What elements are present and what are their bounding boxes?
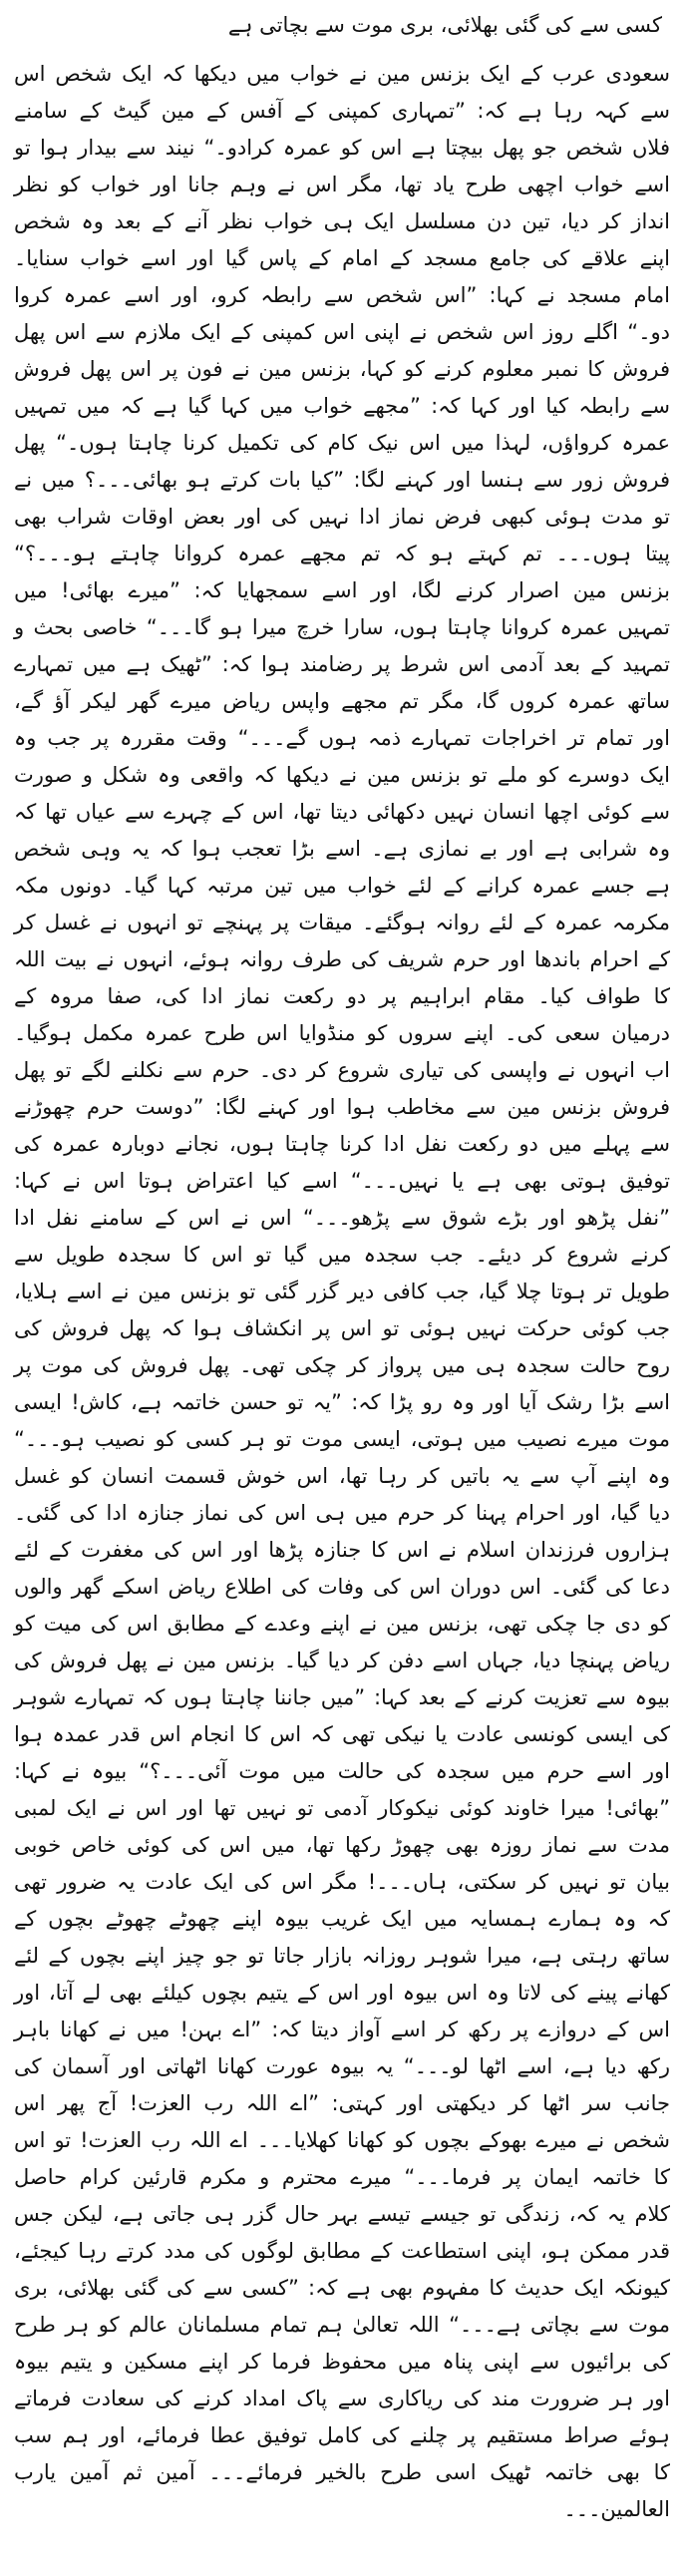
article-body: سعودی عرب کے ایک بزنس مین نے خواب میں دیکھا کہ ایک شخص اس سے کہہ رہا ہے کہ: ”تمہاری کمپنی کے آفس کے مین گیٹ کے سامنے فلاں شخص جو پھل بیچتا ہے اس کو عمرہ کرادو۔“ نیند سے بیدار ہوا تو اسے خواب اچھی طرح یاد تھا، مگر اس نے وہم جانا اور خواب کو نظر انداز کر دیا، تین دن مسلسل ایک ہی خواب نظر آنے کے بعد وہ شخص اپنے علاقے کی جامع مسجد کے امام کے پاس گیا اور اسے خواب سنایا۔ امام مسجد نے کہا: ”اس شخص سے رابطہ کرو، اور اسے عمرہ کروا دو۔“ اگلے روز اس شخص نے اپنی اس کمپنی کے ایک ملازم سے اس پھل فروش کا نمبر معلوم کرنے کو کہا، بزنس مین نے فون پر اس پھل فروش سے رابطہ کیا اور کہا کہ: ”مجھے خواب میں کہا گیا ہے کہ میں تمہیں عمرہ کرواؤں، لہذا میں اس نیک کام کی تکمیل کرنا چاہتا ہوں۔“ پھل فروش زور سے ہنسا اور کہنے لگا: ”کیا بات کرتے ہو بھائی۔۔۔؟ میں نے تو مدت ہوئی کبھی فرض نماز ادا نہیں کی اور بعض اوقات شراب بھی پیتا ہوں۔۔۔ تم کہتے ہو کہ تم مجھے عمرہ کروانا چاہتے ہو۔۔۔؟“ بزنس مین اصرار کرنے لگا، اور اسے سمجھایا کہ: ”میرے بھائی! میں تمہیں عمرہ کروانا چاہتا ہوں، سارا خرچ میرا ہو گا۔۔۔“ خاصی بحث و تمہید کے بعد آدمی اس شرط پر رضامند ہوا کہ: ”ٹھیک ہے میں تمہارے ساتھ عمرہ کروں گا، مگر تم مجھے واپس ریاض میرے گھر لیکر آؤ گے، اور تمام تر اخراجات تمہارے ذمہ ہوں گے۔۔۔“ وقت مقررہ پر جب وہ ایک دوسرے کو ملے تو بزنس مین نے دیکھا کہ واقعی وہ شکل و صورت سے کوئی اچھا انسان نہیں دکھائی دیتا تھا، اس کے چہرے سے عیاں تھا کہ وہ شرابی ہے اور بے نمازی ہے۔ اسے بڑا تعجب ہوا کہ یہ وہی شخص ہے جسے عمرہ کرانے کے لئے خواب میں تین مرتبہ کہا گیا۔ دونوں مکہ مکرمہ عمرہ کے لئے روانہ ہوگئے۔ میقات پر پہنچے تو انہوں نے غسل کر کے احرام باندھا اور حرم شریف کی طرف روانہ ہوئے، انہوں نے بیت اللہ کا طواف کیا۔ مقام ابراہیم پر دو رکعت نماز ادا کی، صفا مروہ کے درمیان سعی کی۔ اپنے سروں کو منڈوایا اس طرح عمرہ مکمل ہوگیا۔ اب انہوں نے واپسی کی تیاری شروع کر دی۔ حرم سے نکلنے لگے تو پھل فروش بزنس مین سے مخاطب ہوا اور کہنے لگا: ”دوست حرم چھوڑنے سے پہلے میں دو رکعت نفل ادا کرنا چاہتا ہوں، نجانے دوبارہ عمرہ کی توفیق ہوتی بھی ہے یا نہیں۔۔۔“ اسے کیا اعتراض ہوتا اس نے کہا: ”نفل پڑھو اور بڑے شوق سے پڑھو۔۔۔“ اس نے اس کے سامنے نفل ادا کرنے شروع کر دیئے۔ جب سجدہ میں گیا تو اس کا سجدہ طویل سے طویل تر ہوتا چلا گیا، جب کافی دیر گزر گئی تو بزنس مین نے اسے ہلایا، جب کوئی حرکت نہیں ہوئی تو اس پر انکشاف ہوا کہ پھل فروش کی روح حالت سجدہ ہی میں پرواز کر چکی تھی۔ پھل فروش کی موت پر اسے بڑا رشک آیا اور وہ رو پڑا کہ: ”یہ تو حسن خاتمہ ہے، کاش! ایسی موت میرے نصیب میں ہوتی، ایسی موت تو ہر کسی کو نصیب ہو۔۔۔“ وہ اپنے آپ سے یہ باتیں کر رہا تھا، اس خوش قسمت انسان کو غسل دیا گیا، اور احرام پہنا کر حرم میں ہی اس کی نماز جنازہ ادا کی گئی۔ ہزاروں فرزندان اسلام نے اس کا جنازہ پڑھا اور اس کی مغفرت کے لئے دعا کی گئی۔ اس دوران اس کی وفات کی اطلاع ریاض اسکے گھر والوں کو دی جا چکی تھی، بزنس مین نے اپنے وعدے کے مطابق اس کی میت کو ریاض پہنچا دیا، جہاں اسے دفن کر دیا گیا۔ بزنس مین نے پھل فروش کی بیوہ سے تعزیت کرنے کے بعد کہا: ”میں جاننا چاہتا ہوں کہ تمہارے شوہر کی ایسی کونسی عادت یا نیکی تھی کہ اس کا انجام اس قدر عمدہ ہوا اور اسے حرم میں سجدہ کی حالت میں موت آئی۔۔۔؟“ بیوہ نے کہا: ”بھائی! میرا خاوند کوئی نیکوکار آدمی تو نہیں تھا اور اس نے ایک لمبی مدت سے نماز روزہ بھی چھوڑ رکھا تھا، میں اس کی کوئی خاص خوبی بیان تو نہیں کر سکتی، ہاں۔۔۔! مگر اس کی ایک عادت یہ ضرور تھی کہ وہ ہمارے ہمسایہ میں ایک غریب بیوہ اپنے چھوٹے چھوٹے بچوں کے ساتھ رہتی ہے، میرا شوہر روزانہ بازار جاتا تو جو چیز اپنے بچوں کے لئے کھانے پینے کی لاتا وہ اس بیوہ اور اس کے یتیم بچوں کیلئے بھی لے آتا، اور اس کے دروازے پر رکھ کر اسے آواز دیتا کہ: ”اے بہن! میں نے کھانا باہر رکھ دیا ہے، اسے اٹھا لو۔۔۔“ یہ بیوہ عورت کھانا اٹھاتی اور آسمان کی جانب سر اٹھا کر دیکھتی اور کہتی: ”اے اللہ رب العزت! آج پھر اس شخص نے میرے بھوکے بچوں کو کھانا کھلایا۔۔۔ اے اللہ رب العزت! تو اس کا خاتمہ ایمان پر فرما۔۔۔“ میرے محترم و مکرم قارئین کرام حاصل کلام یہ کہ، زندگی تو جیسے تیسے بہر حال گزر ہی جاتی ہے، لیکن جس قدر ممکن ہو، اپنی استطاعت کے مطابق لوگوں کی مدد کرتے رہا کیجئے، کیونکہ ایک حدیث کا مفہوم بھی ہے کہ: ”کسی سے کی گئی بھلائی، بری موت سے بچاتی ہے۔۔۔“ اللہ تعالیٰ ہم تمام مسلمانان عالم کو ہر طرح کی برائیوں سے اپنی پناہ میں محفوظ فرما کر اپنے مسکین و یتیم بیوہ اور ہر ضرورت مند کی ریاکاری سے پاک امداد کرنے کی سعادت فرماتے ہوئے صراط مستقیم پر چلنے کی کامل توفیق عطا فرمائے، اور ہم سب کا بھی خاتمہ ٹھیک اسی طرح بالخیر فرمائے۔۔۔ آمین ثم آمین یارب العالمین۔۔۔ <box>14 62 670 2521</box>
article-title: کسی سے کی گئی بھلائی، بری موت سے بچاتی ہے <box>227 13 662 37</box>
